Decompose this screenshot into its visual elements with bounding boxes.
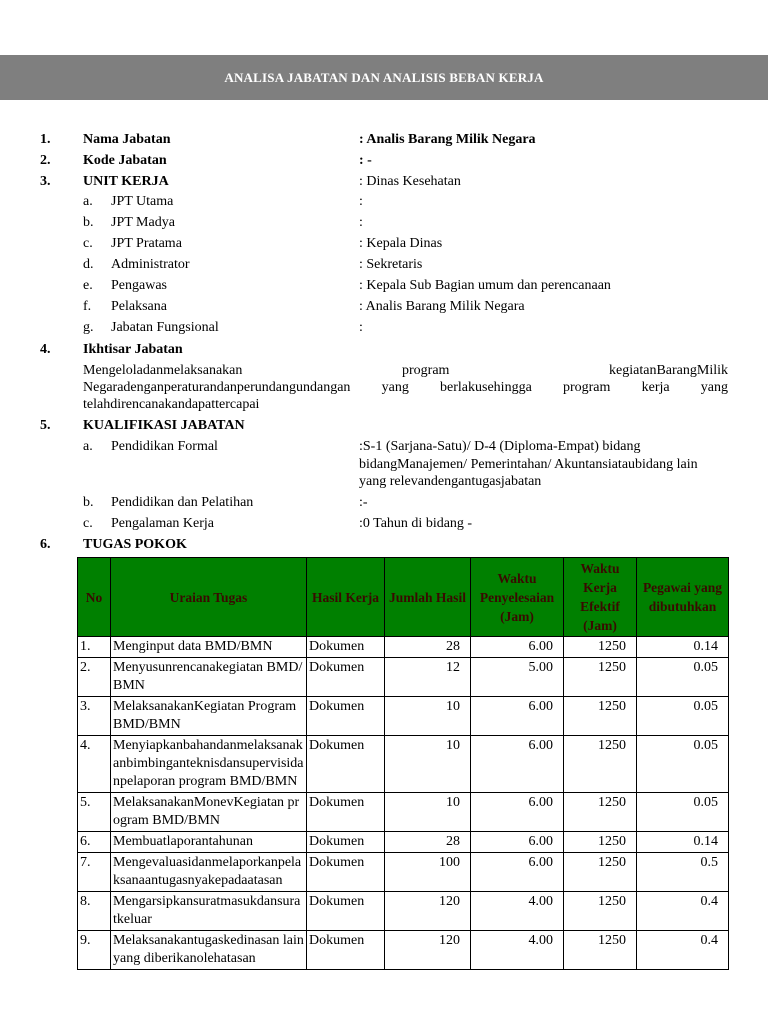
completion-time: 6.00 (471, 853, 564, 892)
item-kualifikasi (0, 415, 768, 436)
task-description: Membuatlaporantahunan (111, 832, 307, 853)
work-result: Dokumen (307, 793, 385, 832)
kualifikasi-pendidikan-formal (0, 436, 768, 489)
column-header: No (78, 558, 111, 637)
sub-value: : Sekretaris (359, 257, 423, 272)
row-number: 2. (78, 658, 111, 697)
sub-value: : (359, 194, 363, 209)
task-description: Menginput data BMD/BMN (111, 637, 307, 658)
ikhtisar-line: telahdirencanakandapattercapai (83, 397, 260, 412)
result-count: 10 (385, 697, 471, 736)
unit-kerja-sub-item (0, 254, 768, 275)
item-label: Ikhtisar Jabatan (83, 342, 183, 357)
sub-key: c. (83, 516, 93, 531)
column-header: Uraian Tugas (111, 558, 307, 637)
sub-key: c. (83, 236, 93, 251)
document-title-bar (0, 55, 768, 100)
item-label: Nama Jabatan (83, 132, 171, 147)
sub-key: d. (83, 257, 94, 272)
sub-value: : Kepala Sub Bagian umum dan perencanaan (359, 278, 611, 293)
row-number: 5. (78, 793, 111, 832)
row-number: 3. (78, 697, 111, 736)
item-nama-jabatan (0, 129, 768, 150)
table-row (78, 658, 729, 697)
kualifikasi-diklat (0, 492, 768, 513)
item-number: 5. (40, 418, 51, 433)
result-count: 120 (385, 892, 471, 931)
item-number: 1. (40, 132, 51, 147)
sub-label: Pendidikan dan Pelatihan (111, 495, 254, 510)
work-result: Dokumen (307, 931, 385, 970)
sub-label: JPT Utama (111, 194, 174, 209)
table-row (78, 793, 729, 832)
unit-kerja-sub-item (0, 212, 768, 233)
sub-value: :0 Tahun di bidang - (359, 516, 473, 531)
kualifikasi-pengalaman (0, 513, 768, 534)
completion-time: 6.00 (471, 793, 564, 832)
row-number: 9. (78, 931, 111, 970)
unit-kerja-sub-item (0, 275, 768, 296)
sub-key: e. (83, 278, 93, 293)
item-value: : Dinas Kesehatan (359, 174, 461, 189)
work-result: Dokumen (307, 892, 385, 931)
table-row (78, 892, 729, 931)
item-kode-jabatan (0, 150, 768, 171)
completion-time: 6.00 (471, 832, 564, 853)
work-result: Dokumen (307, 853, 385, 892)
sub-key: b. (83, 215, 94, 230)
table-row (78, 931, 729, 970)
staff-needed: 0.5 (637, 853, 729, 892)
task-description: Mengarsipkansuratmasukdansuratkeluar (111, 892, 307, 931)
effective-time: 1250 (564, 832, 637, 853)
effective-time: 1250 (564, 736, 637, 793)
sub-value: : Analis Barang Milik Negara (359, 299, 525, 314)
sub-key: g. (83, 320, 94, 335)
staff-needed: 0.05 (637, 658, 729, 697)
unit-kerja-sub-item (0, 296, 768, 317)
completion-time: 4.00 (471, 931, 564, 970)
row-number: 8. (78, 892, 111, 931)
table-row (78, 697, 729, 736)
effective-time: 1250 (564, 697, 637, 736)
ikhtisar-line: Negaradenganperaturandanperundangundangan yang berlakusehingga program kerja yang (83, 380, 728, 395)
sub-key: f. (83, 299, 92, 314)
staff-needed: 0.05 (637, 736, 729, 793)
effective-time: 1250 (564, 853, 637, 892)
completion-time: 6.00 (471, 736, 564, 793)
staff-needed: 0.05 (637, 793, 729, 832)
task-description: MelaksanakanKegiatan Program BMD/BMN (111, 697, 307, 736)
item-value: : - (359, 153, 372, 168)
column-header: Waktu Penyelesaian (Jam) (471, 558, 564, 637)
completion-time: 4.00 (471, 892, 564, 931)
tugas-pokok-table (77, 557, 729, 970)
task-description: Melaksanakantugaskedinasan lain yang diberikanolehatasan (111, 931, 307, 970)
ikhtisar-line: Mengeloladanmelaksanakan program kegiatanBarangMilik (83, 363, 728, 378)
unit-kerja-sub-item (0, 317, 768, 338)
item-value: : Analis Barang Milik Negara (359, 132, 536, 147)
column-header: Waktu Kerja Efektif (Jam) (564, 558, 637, 637)
row-number: 7. (78, 853, 111, 892)
staff-needed: 0.05 (637, 697, 729, 736)
effective-time: 1250 (564, 892, 637, 931)
sub-label: JPT Madya (111, 215, 175, 230)
sub-label: Administrator (111, 257, 190, 272)
table-row (78, 637, 729, 658)
staff-needed: 0.4 (637, 931, 729, 970)
sub-label: Jabatan Fungsional (111, 320, 219, 335)
sub-value: : Kepala Dinas (359, 236, 443, 251)
item-label: UNIT KERJA (83, 174, 169, 189)
item-label: KUALIFIKASI JABATAN (83, 418, 245, 433)
staff-needed: 0.14 (637, 832, 729, 853)
result-count: 10 (385, 736, 471, 793)
table-row (78, 853, 729, 892)
unit-kerja-sub-item (0, 233, 768, 254)
effective-time: 1250 (564, 637, 637, 658)
row-number: 1. (78, 637, 111, 658)
sub-label: Pengawas (111, 278, 167, 293)
row-number: 4. (78, 736, 111, 793)
work-result: Dokumen (307, 832, 385, 853)
effective-time: 1250 (564, 793, 637, 832)
unit-kerja-sub-item (0, 191, 768, 212)
sub-key: b. (83, 495, 94, 510)
column-header: Pegawai yang dibutuhkan (637, 558, 729, 637)
result-count: 28 (385, 637, 471, 658)
sub-value: :- (359, 495, 368, 510)
sub-label: Pendidikan Formal (111, 439, 218, 454)
sub-value: : (359, 215, 363, 230)
sub-label: JPT Pratama (111, 236, 182, 251)
effective-time: 1250 (564, 931, 637, 970)
completion-time: 6.00 (471, 637, 564, 658)
table-row (78, 736, 729, 793)
work-result: Dokumen (307, 637, 385, 658)
item-unit-kerja (0, 171, 768, 192)
completion-time: 6.00 (471, 697, 564, 736)
staff-needed: 0.14 (637, 637, 729, 658)
item-label: TUGAS POKOK (83, 537, 187, 552)
ikhtisar-text (83, 362, 728, 413)
result-count: 12 (385, 658, 471, 697)
work-result: Dokumen (307, 736, 385, 793)
sub-key: a. (83, 439, 93, 454)
item-number: 6. (40, 537, 51, 552)
column-header: Jumlah Hasil (385, 558, 471, 637)
work-result: Dokumen (307, 658, 385, 697)
staff-needed: 0.4 (637, 892, 729, 931)
item-number: 2. (40, 153, 51, 168)
work-result: Dokumen (307, 697, 385, 736)
table-row (78, 832, 729, 853)
item-tugas-pokok (0, 534, 768, 555)
task-description: MelaksanakanMonevKegiatan program BMD/BMN (111, 793, 307, 832)
document-title: ANALISA JABATAN DAN ANALISIS BEBAN KERJA (224, 69, 544, 85)
item-number: 3. (40, 174, 51, 189)
result-count: 28 (385, 832, 471, 853)
sub-value: : (359, 320, 363, 335)
task-description: Mengevaluasidanmelaporkanpelaksanaantugasnyakepadaatasan (111, 853, 307, 892)
item-label: Kode Jabatan (83, 153, 167, 168)
task-description: Menyusunrencanakegiatan BMD/BMN (111, 658, 307, 697)
effective-time: 1250 (564, 658, 637, 697)
sub-label: Pelaksana (111, 299, 167, 314)
sub-label: Pengalaman Kerja (111, 516, 215, 531)
column-header: Hasil Kerja (307, 558, 385, 637)
result-count: 10 (385, 793, 471, 832)
item-ikhtisar (0, 339, 768, 360)
table-header-row (78, 558, 729, 637)
item-number: 4. (40, 342, 51, 357)
result-count: 100 (385, 853, 471, 892)
task-description: Menyiapkanbahandanmelaksanakanbimbinganteknisdansupervisidanpelaporan program BMD/BMN (111, 736, 307, 793)
sub-key: a. (83, 194, 93, 209)
completion-time: 5.00 (471, 658, 564, 697)
result-count: 120 (385, 931, 471, 970)
row-number: 6. (78, 832, 111, 853)
sub-value: :S-1 (Sarjana-Satu)/ D-4 (Diploma-Empat) bidang bidangManajemen/ Pemerintahan/ Akuntansiataubidang lain yang relevandengantugasjabatan (359, 439, 698, 489)
